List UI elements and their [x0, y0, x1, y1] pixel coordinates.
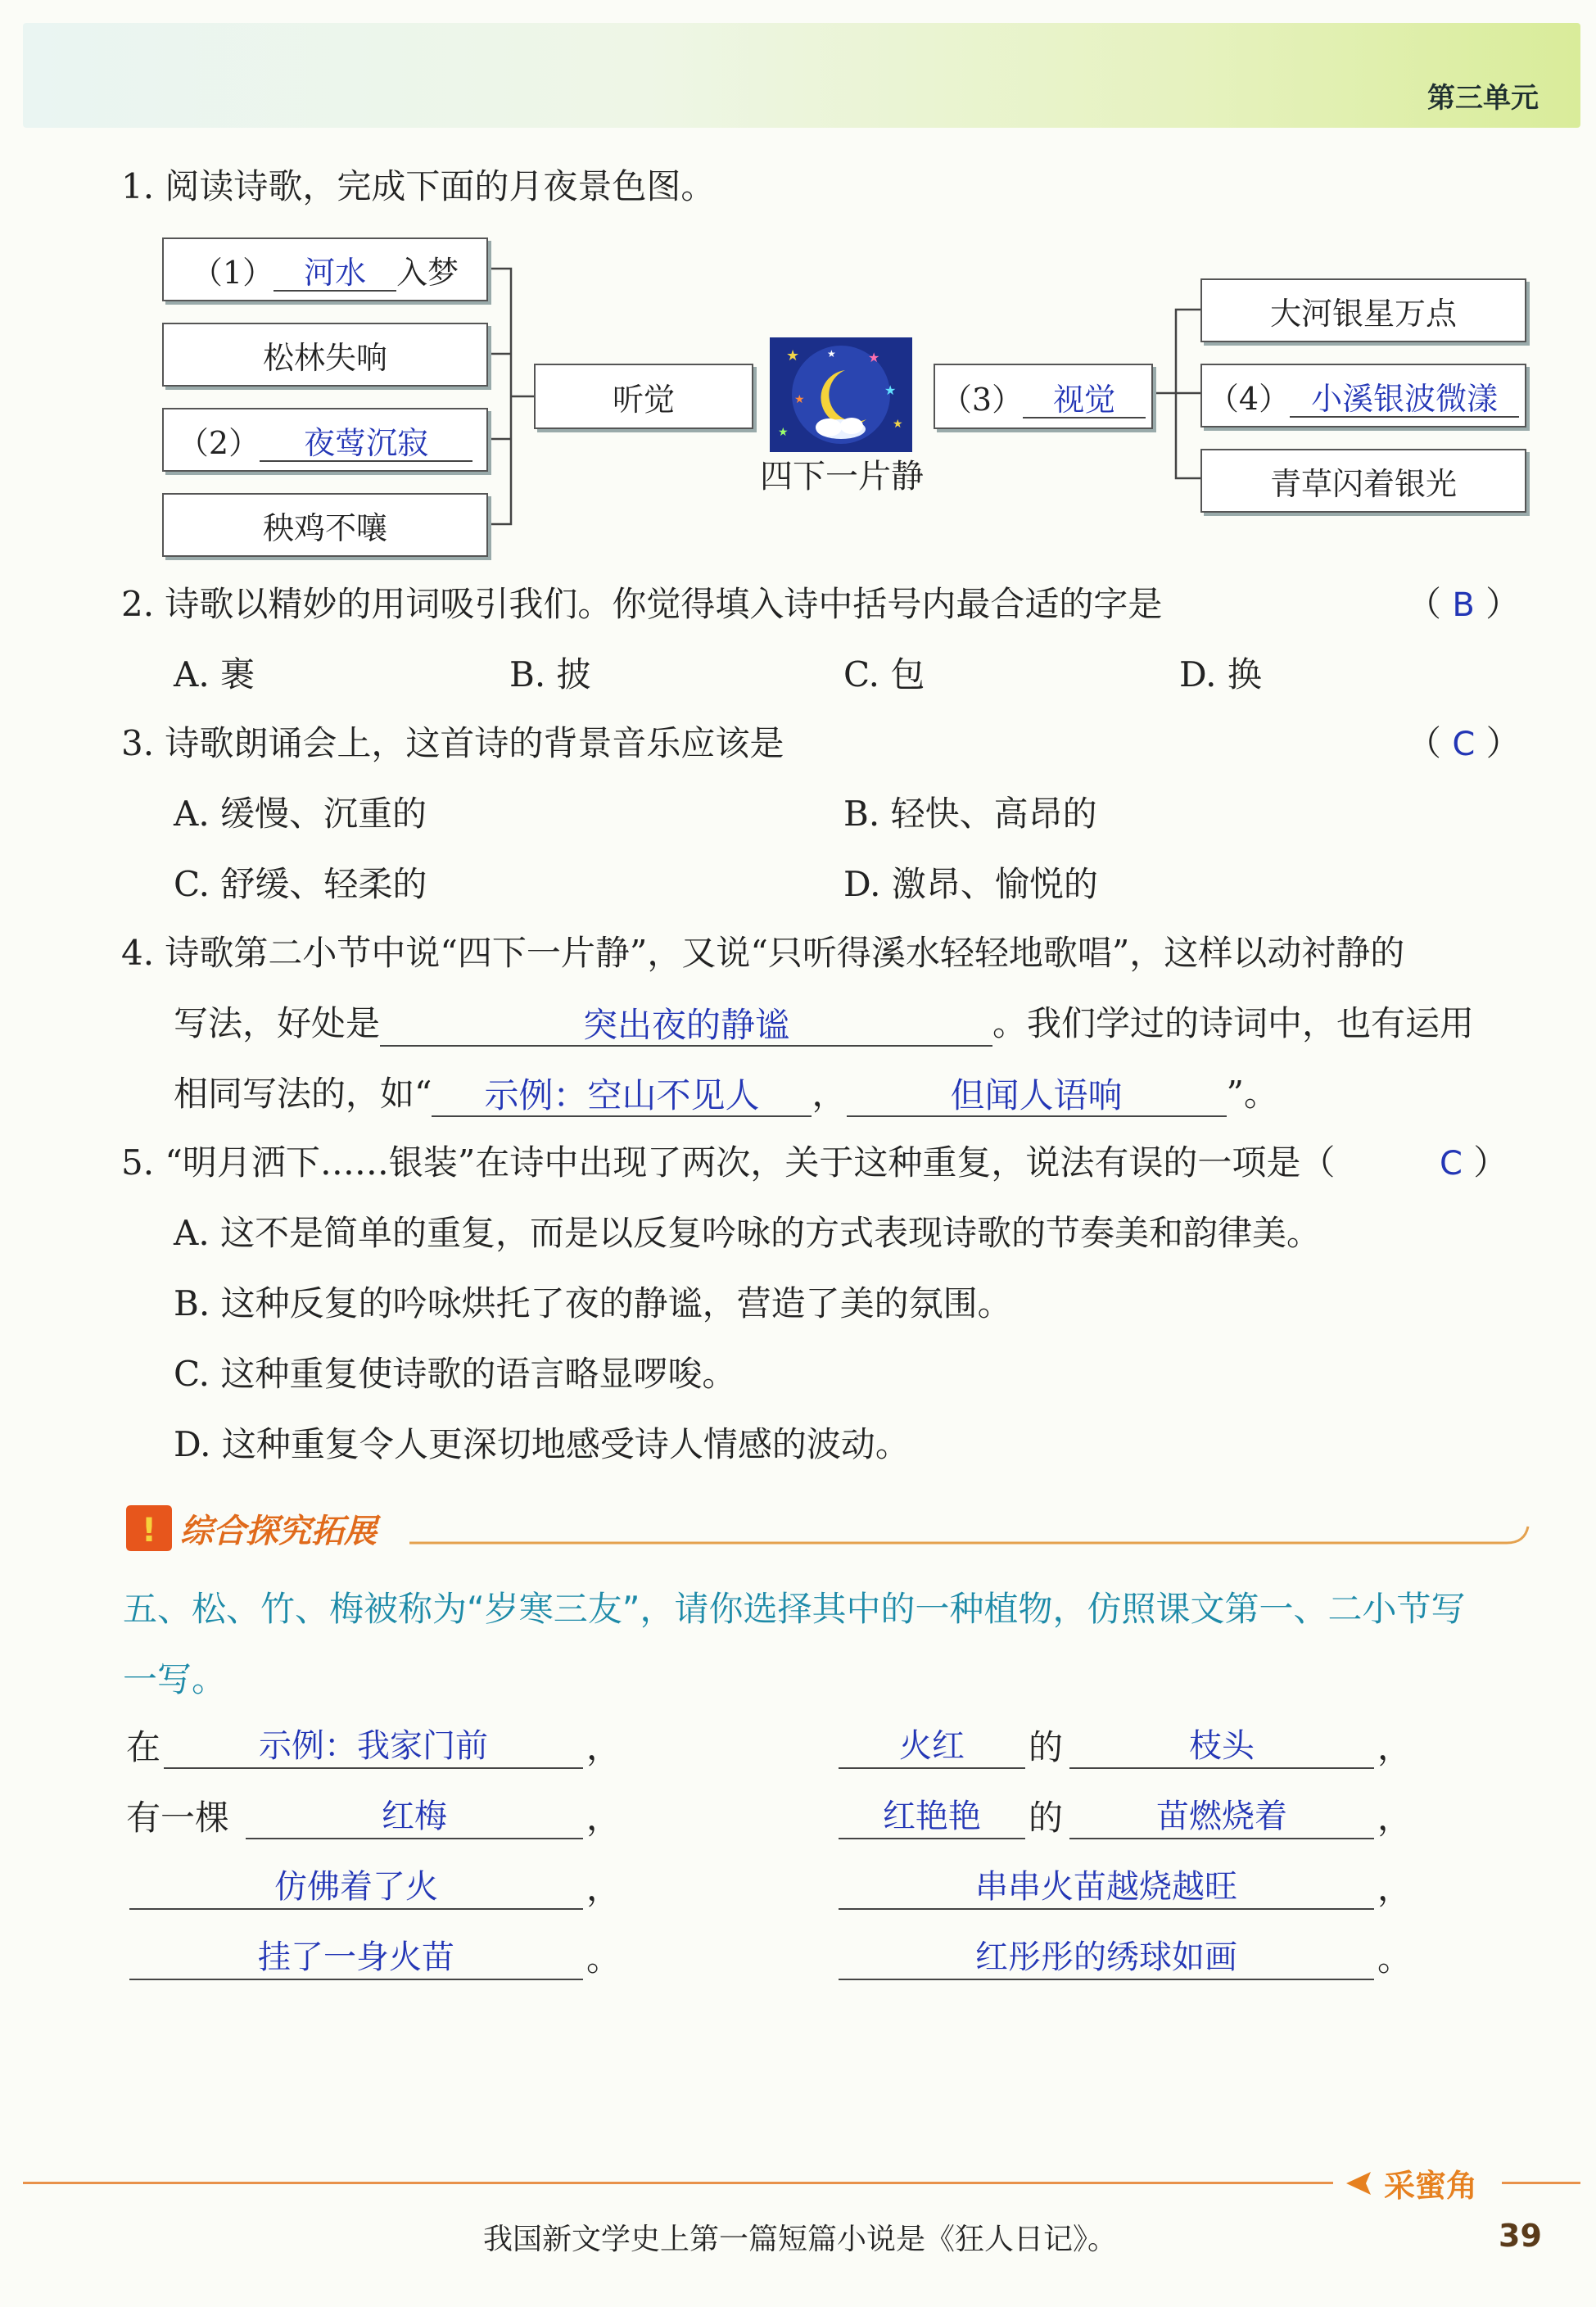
row2-blank-c: 苗燃烧着	[1069, 1795, 1374, 1839]
center-caption: 四下一片静	[760, 458, 924, 495]
row2-pre: 有一棵	[126, 1798, 230, 1838]
footer-rule-left	[23, 2182, 1333, 2184]
q2-stem: 2. 诗歌以精妙的用词吸引我们。你觉得填入诗中括号内最合适的字是	[121, 584, 1163, 624]
q2-option-a: A. 裹	[174, 654, 255, 694]
q5-paren: C ）	[1440, 1142, 1508, 1183]
q5-option-a: A. 这不是简单的重复，而是以反复吟咏的方式表现诗歌的节奏美和韵律美。	[174, 1213, 1322, 1253]
answer-1: 河水	[304, 255, 367, 291]
answer-3: 视觉	[1053, 382, 1116, 418]
svg-text:★: ★	[827, 348, 836, 360]
row4-end: 。	[1377, 1938, 1413, 1979]
svg-text:★: ★	[794, 393, 805, 406]
q4-line1: 4. 诗歌第二小节中说“四下一片静”，又说“只听得溪水轻轻地歌唱”，这样以动衬静的	[121, 933, 1405, 973]
arrow-left-icon	[1343, 2169, 1376, 2198]
left-box-2: 松林失响	[162, 323, 488, 387]
q3-answer: C	[1452, 726, 1476, 763]
q3-option-d: D. 激昂、愉悦的	[843, 864, 1098, 904]
row2-de: 的	[1029, 1798, 1064, 1838]
left-box-3: （2） 夜莺沉寂	[162, 408, 488, 472]
footer-note: 我国新文学史上第一篇短篇小说是《狂人日记》。	[483, 2223, 1118, 2256]
row3-end: ，	[1377, 1868, 1413, 1908]
section-underline	[409, 1523, 1531, 1548]
row1-punct: ，	[586, 1727, 622, 1767]
svg-text:★: ★	[893, 418, 903, 431]
q4-line2: 写法，好处是 突出夜的静谧 。我们学过的诗词中，也有运用	[174, 1003, 1475, 1045]
q5-option-c: C. 这种重复使诗歌的语言略显啰唆。	[174, 1354, 737, 1394]
row3-blank-a: 仿佛着了火	[129, 1866, 583, 1910]
row4-blank-b: 红彤彤的绣球如画	[839, 1936, 1374, 1980]
row2-end: ，	[1377, 1798, 1413, 1838]
row1-blank-b: 火红	[839, 1725, 1025, 1769]
honey-corner-label: 采蜜角	[1384, 2168, 1478, 2204]
section-title: 综合探究拓展	[180, 1513, 377, 1550]
q2-option-d: D. 换	[1179, 654, 1262, 694]
moon-night-illustration	[770, 337, 912, 452]
q3-option-a: A. 缓慢、沉重的	[174, 794, 427, 834]
row2-blank-b: 红艳艳	[839, 1795, 1025, 1839]
q2-option-b: B. 披	[509, 654, 591, 694]
row1-blank-a: 示例：我家门前	[164, 1725, 583, 1769]
left-box-1: （1） 河水 入梦	[162, 237, 488, 301]
answer-2: 夜莺沉寂	[304, 425, 429, 461]
q3-option-c: C. 舒缓、轻柔的	[174, 864, 427, 904]
footer-rule-right	[1502, 2182, 1580, 2184]
svg-text:★: ★	[778, 426, 789, 439]
row4-blank-a: 挂了一身火苗	[129, 1936, 583, 1980]
q5-stem: 5. “明月洒下……银装”在诗中出现了两次，关于这种重复，说法有误的一项是（	[121, 1142, 1336, 1183]
q4-line3: 相同写法的，如“ 示例：空山不见人 ， 但闻人语响 ”。	[174, 1074, 1278, 1115]
q2-paren: （ B ）	[1407, 584, 1521, 624]
svg-text:★: ★	[884, 382, 897, 398]
left-box-4: 秧鸡不嚷	[162, 493, 488, 557]
q4-answer-1: 突出夜的静谧	[583, 1005, 790, 1045]
hearing-box: 听觉	[534, 364, 753, 429]
row1-pre: 在	[126, 1727, 161, 1767]
row1-de: 的	[1029, 1727, 1064, 1767]
page-number: 39	[1499, 2218, 1542, 2254]
q3-paren: （ C ）	[1407, 723, 1521, 763]
right-box-1: 大河银星万点	[1200, 278, 1526, 342]
row3-punct: ，	[586, 1868, 622, 1908]
row4-punct: 。	[586, 1938, 622, 1979]
task5-line1: 五、松、竹、梅被称为“岁寒三友”，请你选择其中的一种植物，仿照课文第一、二小节写	[123, 1589, 1466, 1629]
q1-stem: 1. 阅读诗歌，完成下面的月夜景色图。	[121, 166, 716, 206]
right-box-3: 青草闪着银光	[1200, 449, 1526, 513]
svg-text:★: ★	[868, 350, 880, 365]
q4-answer-2: 示例：空山不见人	[484, 1075, 760, 1115]
unit-label: 第三单元	[1427, 82, 1539, 115]
q5-option-b: B. 这种反复的吟咏烘托了夜的静谧，营造了美的氛围。	[174, 1283, 1012, 1323]
row1-blank-c: 枝头	[1069, 1725, 1374, 1769]
task5-line2: 一写。	[123, 1659, 227, 1699]
right-box-2: （4） 小溪银波微漾	[1200, 364, 1526, 427]
row3-blank-b: 串串火苗越烧越旺	[839, 1866, 1374, 1910]
section-badge-icon	[123, 1500, 175, 1554]
q5-answer: C	[1440, 1145, 1463, 1183]
answer-4: 小溪银波微漾	[1311, 381, 1499, 417]
svg-text:!: !	[141, 1512, 157, 1549]
row2-punct: ，	[586, 1798, 622, 1838]
q2-option-c: C. 包	[843, 654, 925, 694]
q3-stem: 3. 诗歌朗诵会上，这首诗的背景音乐应该是	[121, 723, 784, 763]
q5-option-d: D. 这种重复令人更深切地感受诗人情感的波动。	[174, 1424, 910, 1464]
row1-end: ，	[1377, 1727, 1413, 1767]
row2-blank-a: 红梅	[246, 1795, 583, 1839]
q4-answer-3: 但闻人语响	[950, 1075, 1123, 1115]
sight-box: （3） 视觉	[934, 364, 1153, 429]
q3-option-b: B. 轻快、高昂的	[843, 794, 1097, 834]
q2-answer: B	[1452, 586, 1475, 624]
svg-text:★: ★	[786, 347, 800, 364]
